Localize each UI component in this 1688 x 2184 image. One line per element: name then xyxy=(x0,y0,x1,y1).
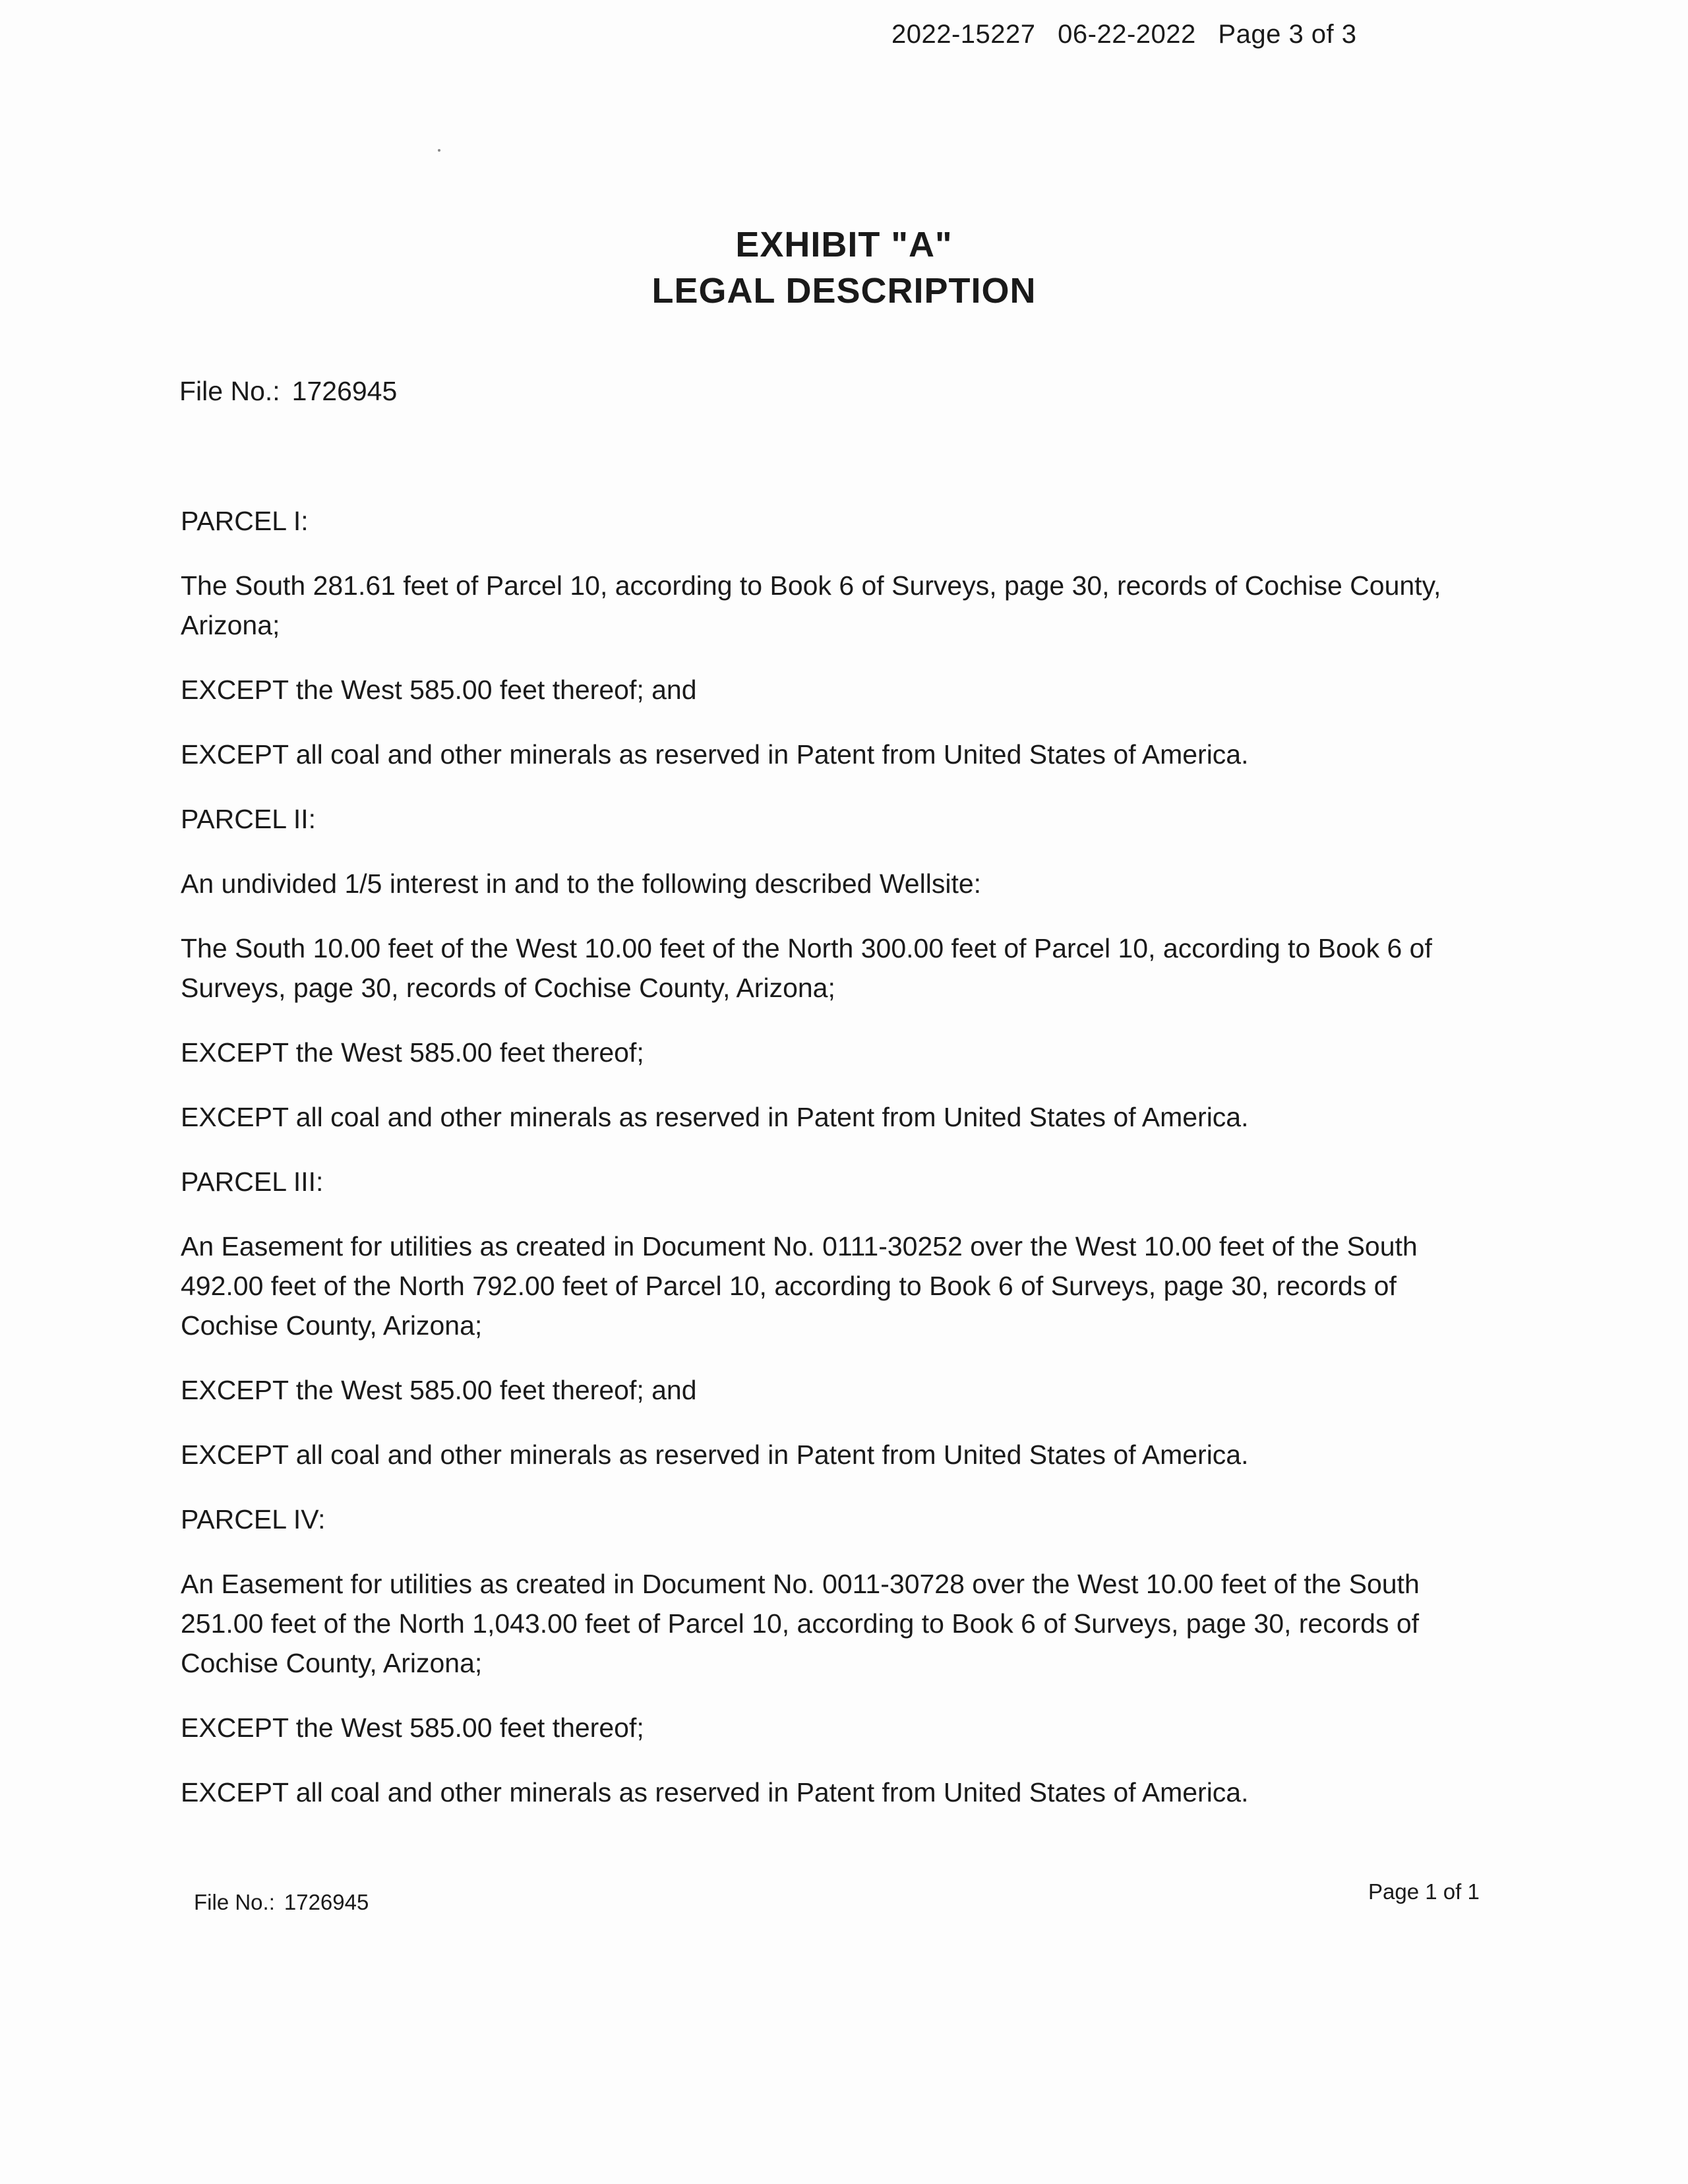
title-exhibit: EXHIBIT "A" xyxy=(735,225,953,264)
parcel-3 xyxy=(181,1162,1486,1474)
stamp-page-label: Page 3 of 3 xyxy=(1218,20,1357,49)
footer-file-number xyxy=(194,1890,369,1915)
parcel-paragraph: EXCEPT the West 585.00 feet thereof; xyxy=(181,1037,644,1068)
parcel-paragraph: An Easement for utilities as created in Document No. 0011-30728 over the West 10.00 feet of the South 251.00 feet of the North 1,043.00 feet of Parcel 10, according to Book 6 of Surveys, page 30, records of Cochise County, Arizona; xyxy=(181,1569,1420,1678)
parcel-heading: PARCEL IV: xyxy=(181,1504,326,1534)
parcel-2 xyxy=(181,799,1486,1137)
footer-file-value: 1726945 xyxy=(284,1890,369,1914)
document-number: 2022-15227 xyxy=(891,20,1036,49)
recording-date: 06-22-2022 xyxy=(1058,20,1196,49)
file-number xyxy=(179,376,397,407)
parcel-paragraph: An undivided 1/5 interest in and to the following described Wellsite: xyxy=(181,868,982,899)
recording-stamp xyxy=(891,20,1372,49)
parcel-paragraph: EXCEPT all coal and other minerals as reserved in Patent from United States of America. xyxy=(181,739,1249,770)
scan-speck xyxy=(438,149,440,152)
parcel-heading: PARCEL II: xyxy=(181,804,316,834)
parcel-paragraph: The South 281.61 feet of Parcel 10, according to Book 6 of Surveys, page 30, records of Cochise County, Arizona; xyxy=(181,570,1441,640)
parcel-paragraph: EXCEPT the West 585.00 feet thereof; and xyxy=(181,675,697,705)
parcel-paragraph: EXCEPT all coal and other minerals as reserved in Patent from United States of America. xyxy=(181,1440,1249,1470)
file-number-label: File No.: xyxy=(179,376,280,406)
title-legal-description: LEGAL DESCRIPTION xyxy=(651,271,1037,311)
file-number-value: 1726945 xyxy=(291,376,398,406)
footer-file-label: File No.: xyxy=(194,1890,275,1914)
parcel-paragraph: EXCEPT all coal and other minerals as reserved in Patent from United States of America. xyxy=(181,1777,1249,1807)
parcel-paragraph: EXCEPT all coal and other minerals as reserved in Patent from United States of America. xyxy=(181,1102,1249,1132)
parcel-heading: PARCEL III: xyxy=(181,1167,324,1197)
parcel-paragraph: EXCEPT the West 585.00 feet thereof; and xyxy=(181,1375,697,1405)
legal-description-body xyxy=(181,501,1486,1837)
exhibit-title xyxy=(0,222,1688,314)
parcel-paragraph: EXCEPT the West 585.00 feet thereof; xyxy=(181,1713,644,1743)
parcel-1 xyxy=(181,501,1486,774)
parcel-4 xyxy=(181,1500,1486,1812)
footer-page-number: Page 1 of 1 xyxy=(1368,1879,1480,1904)
parcel-heading: PARCEL I: xyxy=(181,506,309,536)
parcel-paragraph: The South 10.00 feet of the West 10.00 feet of the North 300.00 feet of Parcel 10, according to Book 6 of Surveys, page 30, records of Cochise County, Arizona; xyxy=(181,933,1432,1003)
parcel-paragraph: An Easement for utilities as created in Document No. 0111-30252 over the West 10.00 feet of the South 492.00 feet of the North 792.00 feet of Parcel 10, according to Book 6 of Surveys, page 30, records of Cochise County, Arizona; xyxy=(181,1231,1418,1341)
